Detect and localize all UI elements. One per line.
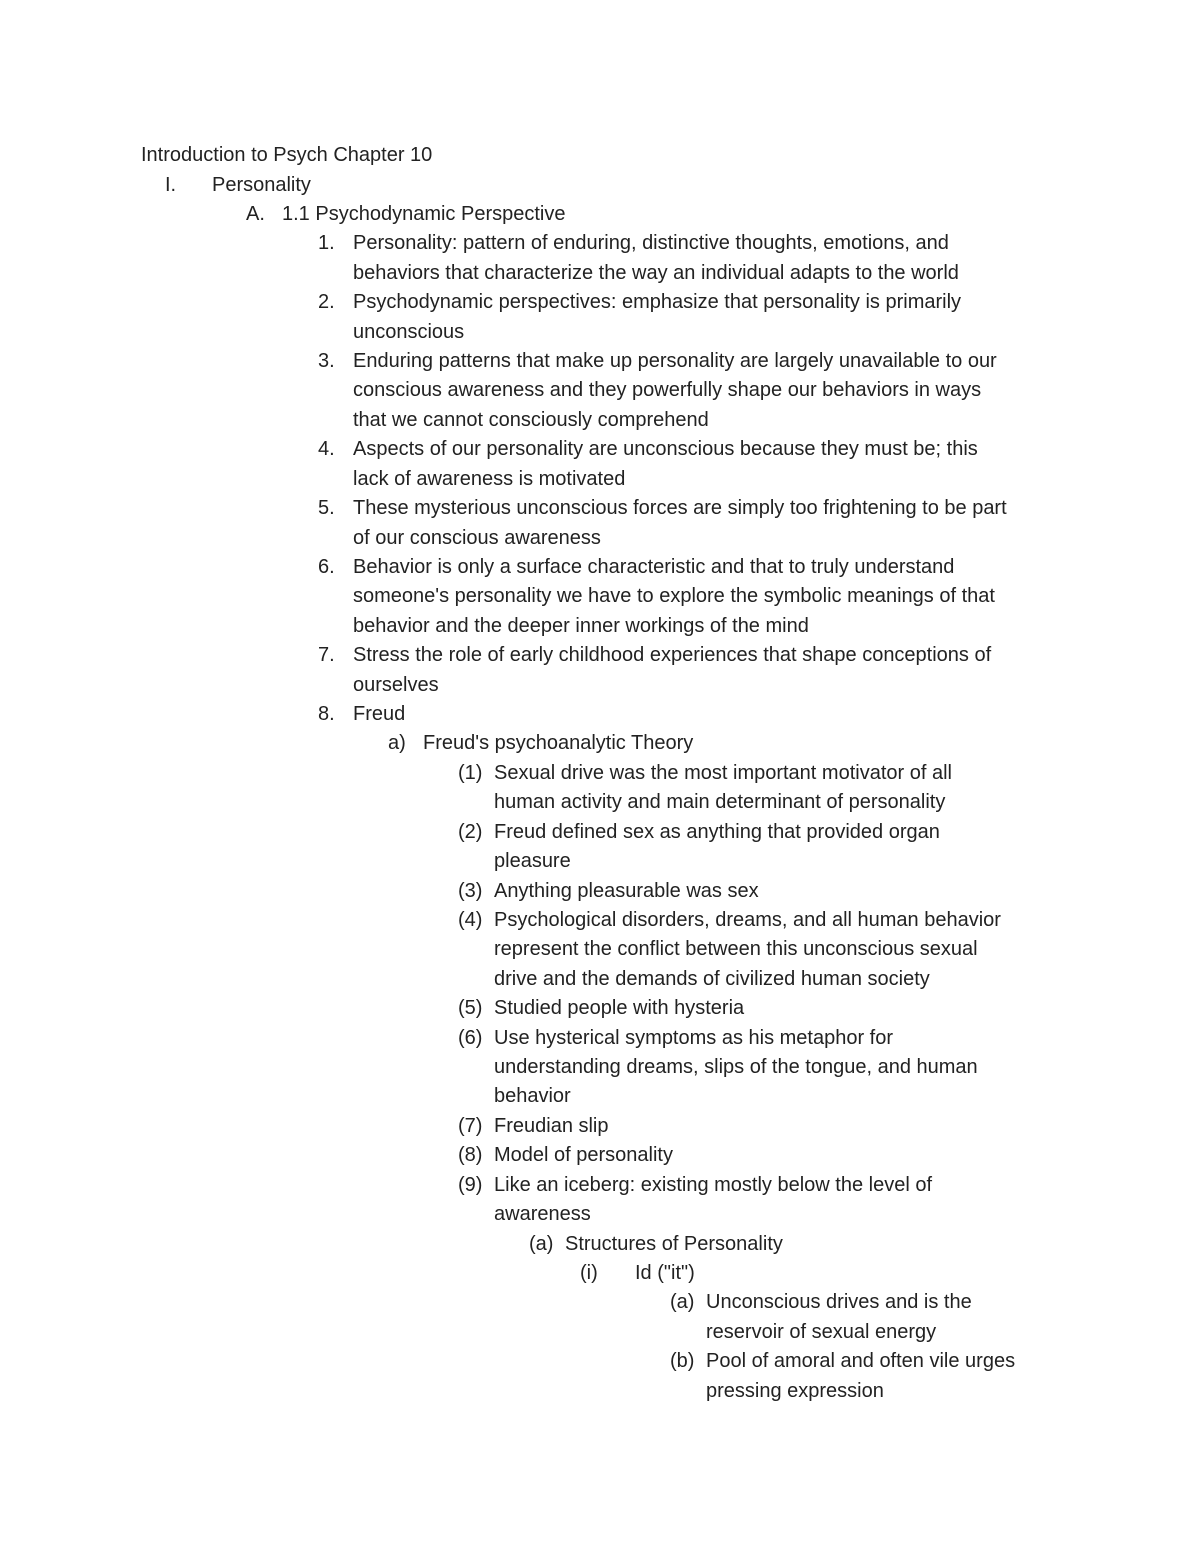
subsection-marker: A. xyxy=(246,203,265,225)
id-point-text-line: Unconscious drives and is the xyxy=(706,1291,972,1313)
point-text-line: Freud defined sex as anything that provided organ xyxy=(494,821,940,843)
structures-marker: (a) xyxy=(529,1233,554,1255)
point-marker: (8) xyxy=(458,1144,483,1166)
point-text-line: behavior xyxy=(494,1085,571,1107)
section-marker: I. xyxy=(165,174,177,196)
item-text-line: behavior and the deeper inner workings of the mind xyxy=(353,615,809,637)
point-marker: (1) xyxy=(458,762,483,784)
document-title: Introduction to Psych Chapter 10 xyxy=(141,144,433,166)
item-marker: 8. xyxy=(318,703,335,725)
point-marker: (2) xyxy=(458,821,483,843)
item-text-line: These mysterious unconscious forces are simply too frightening to be part xyxy=(353,497,1007,519)
point-text-line: drive and the demands of civilized human society xyxy=(494,968,930,990)
point-text-line: represent the conflict between this unconscious sexual xyxy=(494,938,978,960)
section-heading: Personality xyxy=(212,174,311,196)
item-text-line: of our conscious awareness xyxy=(353,527,601,549)
item-text-line: Behavior is only a surface characteristic and that to truly understand xyxy=(353,556,955,578)
point-text-line: awareness xyxy=(494,1203,591,1225)
point-text-line: Studied people with hysteria xyxy=(494,997,745,1019)
item-text-line: Stress the role of early childhood experiences that shape conceptions of xyxy=(353,644,992,666)
item-text-line: Psychodynamic perspectives: emphasize that personality is primarily xyxy=(353,291,962,313)
item-marker: 1. xyxy=(318,232,335,254)
point-marker: (6) xyxy=(458,1027,483,1049)
point-text-line: Use hysterical symptoms as his metaphor for xyxy=(494,1027,894,1049)
item-marker: 3. xyxy=(318,350,335,372)
item-marker: 4. xyxy=(318,438,335,460)
theory-marker: a) xyxy=(388,732,406,754)
id-point-text-line: Pool of amoral and often vile urges xyxy=(706,1350,1016,1372)
item-text-line: behaviors that characterize the way an individual adapts to the world xyxy=(353,262,959,284)
point-text-line: Model of personality xyxy=(494,1144,673,1166)
point-marker: (3) xyxy=(458,880,483,902)
item-text-line: lack of awareness is motivated xyxy=(353,468,626,490)
item-marker: 5. xyxy=(318,497,335,519)
subsection-heading: 1.1 Psychodynamic Perspective xyxy=(282,203,566,225)
point-text-line: understanding dreams, slips of the tongue, and human xyxy=(494,1056,978,1078)
item-text-line: ourselves xyxy=(353,674,439,696)
item-text-line: conscious awareness and they powerfully shape our behaviors in ways xyxy=(353,379,982,401)
item-text-line: Freud xyxy=(353,703,406,725)
id-point-text-line: reservoir of sexual energy xyxy=(706,1321,937,1343)
point-marker: (9) xyxy=(458,1174,483,1196)
item-marker: 2. xyxy=(318,291,335,313)
id-heading: Id ("it") xyxy=(635,1262,695,1284)
structures-heading: Structures of Personality xyxy=(565,1233,783,1255)
point-marker: (5) xyxy=(458,997,483,1019)
id-point-marker: (a) xyxy=(670,1291,695,1313)
point-marker: (4) xyxy=(458,909,483,931)
id-point-marker: (b) xyxy=(670,1350,695,1372)
point-marker: (7) xyxy=(458,1115,483,1137)
item-marker: 7. xyxy=(318,644,335,666)
item-text-line: someone's personality we have to explore the symbolic meanings of that xyxy=(353,585,995,607)
id-point-text-line: pressing expression xyxy=(706,1380,884,1402)
point-text-line: Psychological disorders, dreams, and all human behavior xyxy=(494,909,1001,931)
point-text-line: Like an iceberg: existing mostly below the level of xyxy=(494,1174,933,1196)
point-text-line: Anything pleasurable was sex xyxy=(494,880,759,902)
item-text-line: unconscious xyxy=(353,321,465,343)
point-text-line: human activity and main determinant of personality xyxy=(494,791,946,813)
item-marker: 6. xyxy=(318,556,335,578)
point-text-line: pleasure xyxy=(494,850,571,872)
point-text-line: Sexual drive was the most important motivator of all xyxy=(494,762,952,784)
item-text-line: Aspects of our personality are unconscious because they must be; this xyxy=(353,438,978,460)
item-text-line: Enduring patterns that make up personality are largely unavailable to our xyxy=(353,350,997,372)
theory-heading: Freud's psychoanalytic Theory xyxy=(423,732,694,754)
item-text-line: that we cannot consciously comprehend xyxy=(353,409,709,431)
id-marker: (i) xyxy=(580,1262,598,1284)
item-text-line: Personality: pattern of enduring, distinctive thoughts, emotions, and xyxy=(353,232,949,254)
point-text-line: Freudian slip xyxy=(494,1115,609,1137)
